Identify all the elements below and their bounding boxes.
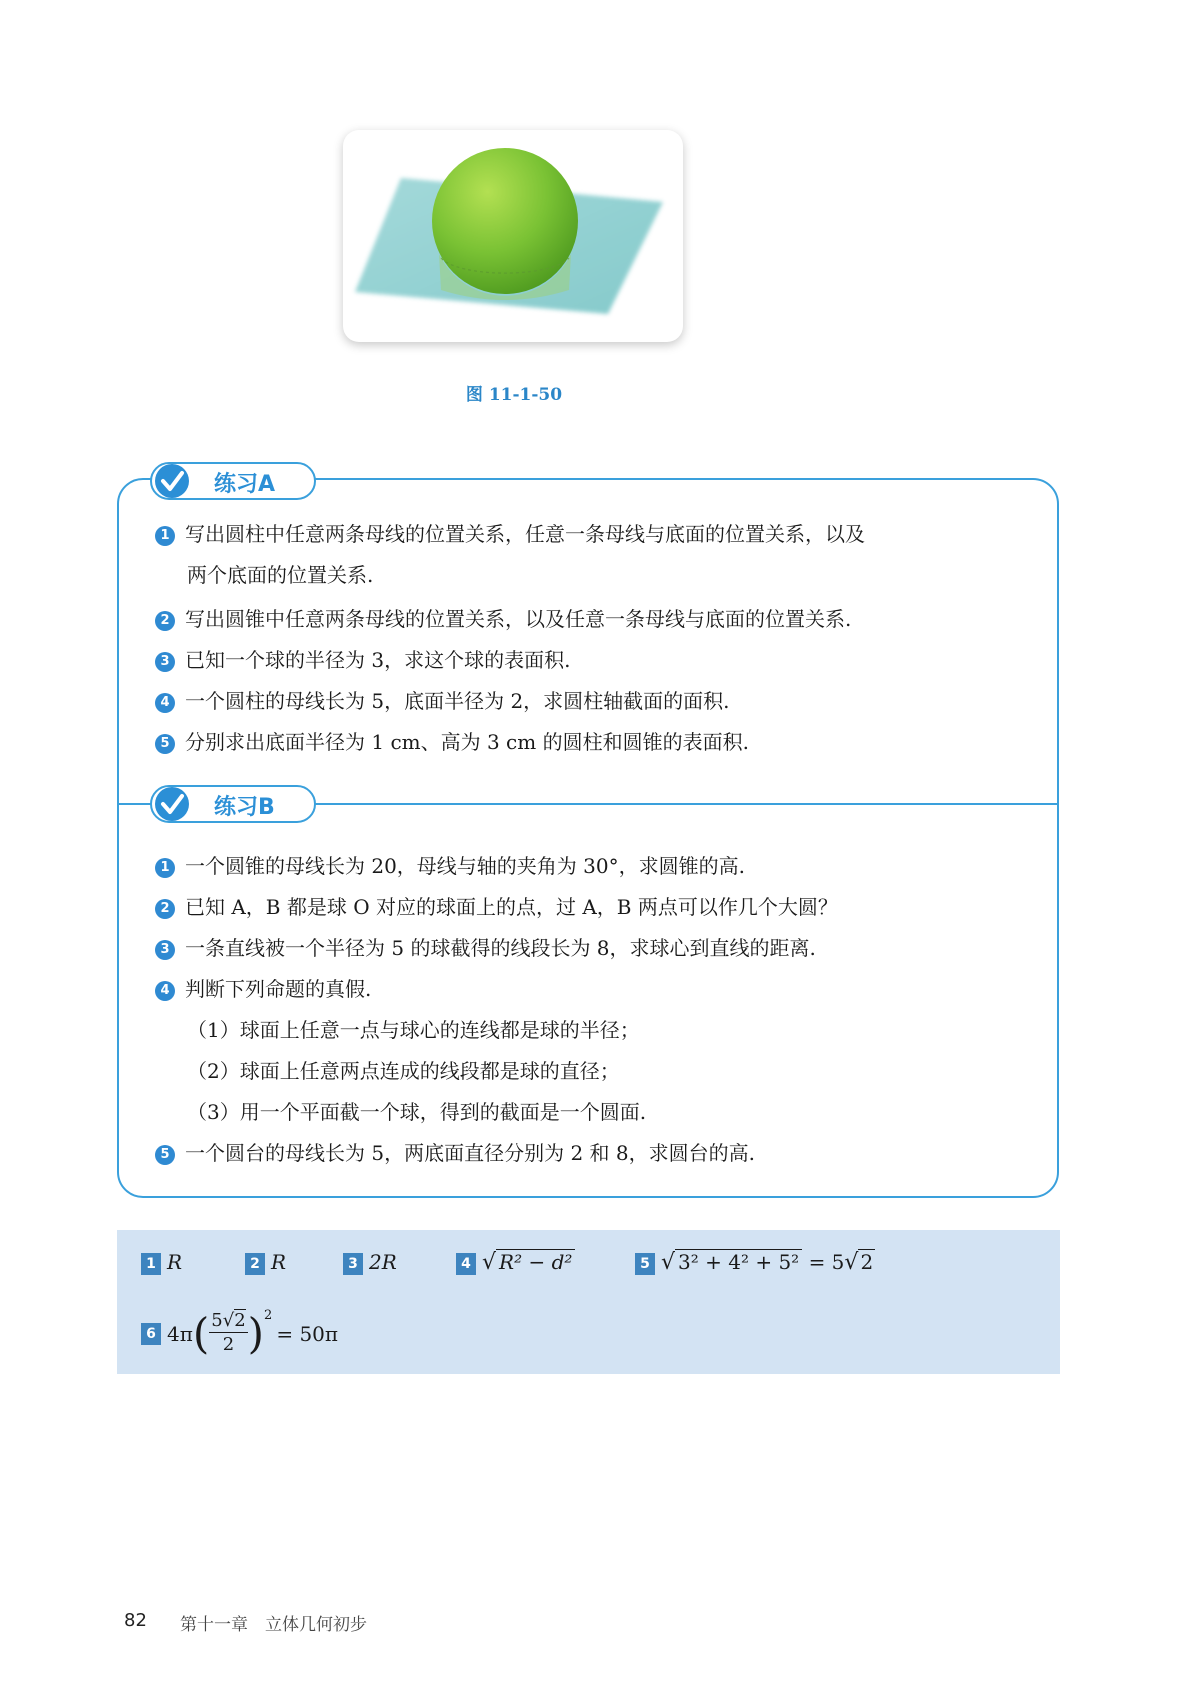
radical-sign: √ (844, 1250, 859, 1275)
answer-3: 3 2R (343, 1250, 397, 1275)
chapter-title: 第十一章 立体几何初步 (180, 1615, 367, 1635)
sphere-plane-illustration (343, 130, 683, 342)
exercise-a-item: 3 已知一个球的半径为 3，求这个球的表面积. (155, 646, 570, 674)
exercise-b-item: 4 判断下列命题的真假. (155, 975, 371, 1003)
answer-5: 5 √ 3² + 4² + 5² = 5√ 2 (635, 1250, 875, 1275)
exercise-a-tab (150, 462, 316, 500)
exercise-a-item: 4 一个圆柱的母线长为 5，底面半径为 2，求圆柱轴截面的面积. (155, 687, 730, 715)
number-badge: 1 (155, 526, 175, 546)
figure-card (343, 130, 683, 342)
exercise-b-item: 1 一个圆锥的母线长为 20，母线与轴的夹角为 30°，求圆锥的高. (155, 852, 745, 880)
exercise-b-tab (150, 785, 316, 823)
exercise-a-title: 练习A (214, 472, 276, 497)
number-badge: 4 (155, 693, 175, 713)
exercise-b-item: 3 一条直线被一个半径为 5 的球截得的线段长为 8，求球心到直线的距离. (155, 934, 816, 962)
number-badge: 2 (155, 899, 175, 919)
sphere-shape (432, 148, 578, 294)
exercise-a-item: 1 写出圆柱中任意两条母线的位置关系，任意一条母线与底面的位置关系，以及 (155, 520, 865, 548)
number-badge: 2 (155, 611, 175, 631)
exercise-b-sub-item: （3）用一个平面截一个球，得到的截面是一个圆面. (187, 1100, 647, 1124)
exercise-b-sub-item: （1）球面上任意一点与球心的连线都是球的半径； (187, 1018, 640, 1042)
number-badge: 3 (155, 652, 175, 672)
fraction: $\frac{5√2}{2}$ (211, 1310, 246, 1355)
number-badge: 5 (155, 734, 175, 754)
radical-sign: √ (482, 1250, 497, 1275)
exercise-b-sub-item: （2）球面上任意两点连成的线段都是球的直径； (187, 1059, 620, 1083)
exercise-b-item: 2 已知 A，B 都是球 O 对应的球面上的点，过 A，B 两点可以作几个大圆？ (155, 893, 838, 921)
radical-sign: √ (661, 1250, 676, 1275)
exercise-b-item: 5 一个圆台的母线长为 5，两底面直径分别为 2 和 8，求圆台的高. (155, 1139, 755, 1167)
exercise-a-item-continuation: 两个底面的位置关系. (187, 563, 374, 587)
answer-4: 4 √ R² − d² (456, 1250, 575, 1275)
answer-2: 2 R (245, 1250, 286, 1275)
figure-caption: 图 11-1-50 (465, 385, 563, 405)
number-badge: 1 (155, 858, 175, 878)
exercise-a-item: 2 写出圆锥中任意两条母线的位置关系，以及任意一条母线与底面的位置关系. (155, 605, 851, 633)
exercise-b-title: 练习B (214, 795, 275, 820)
number-badge: 3 (155, 940, 175, 960)
number-badge: 5 (155, 1145, 175, 1165)
answer-6: 6 4π( $\frac{5√2}{2}$ )2= 50π (141, 1310, 338, 1360)
answer-1: 1 R (141, 1250, 182, 1275)
number-badge: 4 (155, 981, 175, 1001)
page-number: 82 (124, 1610, 147, 1631)
exercise-a-item: 5 分别求出底面半径为 1 cm、高为 3 cm 的圆柱和圆锥的表面积. (155, 728, 749, 756)
